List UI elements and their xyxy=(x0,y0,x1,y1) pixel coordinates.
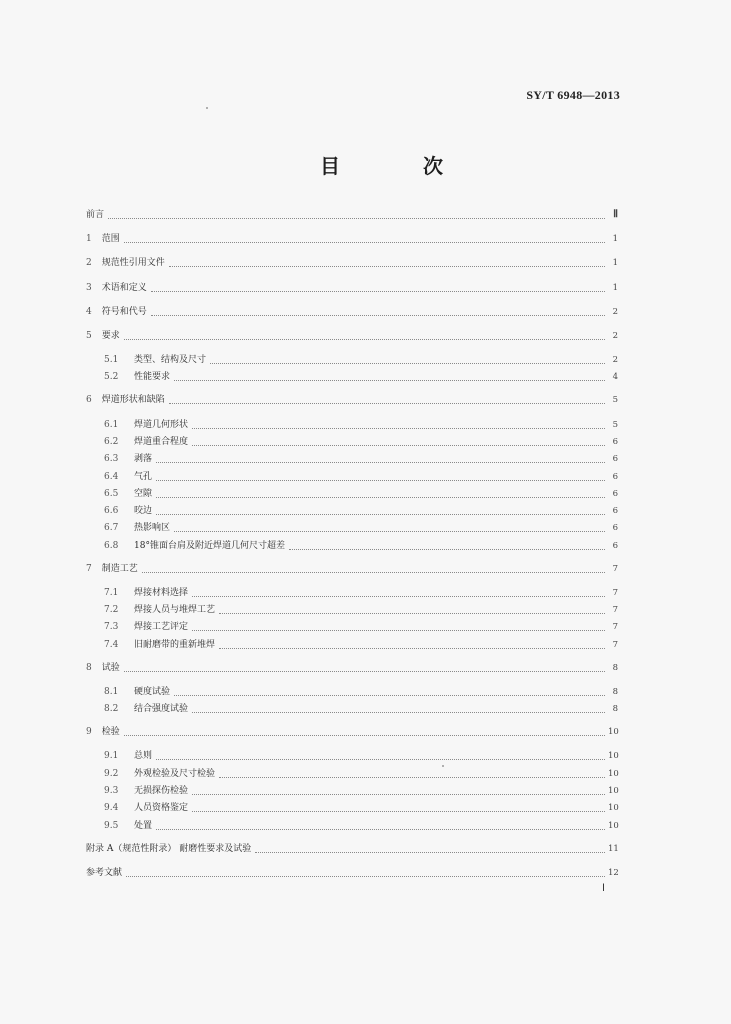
toc-entry-number: 6.5 xyxy=(104,488,119,499)
toc-entry-page: 7 xyxy=(612,605,618,616)
table-of-contents xyxy=(86,209,618,891)
dot-leader xyxy=(124,670,605,672)
toc-entry[interactable] xyxy=(86,604,618,616)
toc-entry-title: 焊道重合程度 xyxy=(134,436,189,447)
toc-entry-number: 6.6 xyxy=(104,506,119,517)
dot-leader xyxy=(289,548,605,550)
toc-entry-title: 符号和代号 xyxy=(101,306,147,317)
toc-entry[interactable] xyxy=(86,820,618,832)
toc-entry-page: 6 xyxy=(612,506,618,517)
toc-entry[interactable] xyxy=(86,371,618,383)
scan-speck xyxy=(206,107,208,109)
toc-entry-page: 6 xyxy=(612,540,618,551)
toc-entry-number: 1 xyxy=(86,234,92,245)
dot-leader xyxy=(156,758,605,760)
toc-entry[interactable] xyxy=(86,768,618,780)
dot-leader xyxy=(169,402,605,404)
toc-entry-number: 9.3 xyxy=(104,786,119,797)
toc-entry[interactable] xyxy=(86,233,618,245)
toc-entry-page: 8 xyxy=(612,704,618,715)
toc-entry-title: 要求 xyxy=(101,330,120,341)
toc-entry-title: 气孔 xyxy=(134,471,153,482)
toc-entry[interactable] xyxy=(86,505,618,517)
toc-entry[interactable] xyxy=(86,257,618,269)
toc-entry-page: 2 xyxy=(612,330,618,341)
toc-entry[interactable] xyxy=(86,209,618,221)
toc-entry[interactable] xyxy=(86,540,618,552)
toc-entry-title: 硬度试验 xyxy=(134,686,171,697)
toc-entry[interactable] xyxy=(86,639,618,651)
toc-entry-title: 外观检验及尺寸检验 xyxy=(134,768,216,779)
toc-entry-title: 附录 A（规范性附录） 耐磨性要求及试验 xyxy=(86,843,252,854)
toc-entry-title: 参考文献 xyxy=(86,867,123,878)
toc-entry[interactable] xyxy=(86,394,618,406)
toc-entry-page: 10 xyxy=(608,820,619,831)
toc-entry-page: 6 xyxy=(612,488,618,499)
toc-entry-title: 术语和定义 xyxy=(101,282,147,293)
toc-entry-title: 空隙 xyxy=(134,488,153,499)
toc-entry-page: 1 xyxy=(612,282,618,293)
toc-entry-number: 6 xyxy=(86,395,92,406)
dot-leader xyxy=(192,793,605,795)
toc-entry-number: 7.3 xyxy=(104,622,119,633)
toc-entry[interactable] xyxy=(86,563,618,575)
toc-entry-page: 1 xyxy=(612,258,618,269)
dot-leader xyxy=(192,427,605,429)
dot-leader xyxy=(126,875,605,877)
toc-entry-page: 6 xyxy=(612,523,618,534)
dot-leader xyxy=(124,241,605,243)
toc-entry-page: 12 xyxy=(608,867,619,878)
toc-entry[interactable] xyxy=(86,282,618,294)
toc-entry-page: 5 xyxy=(612,419,618,430)
toc-entry-number: 7.2 xyxy=(104,605,119,616)
toc-entry-title: 总则 xyxy=(134,751,153,762)
toc-entry-title: 旧耐磨带的重新堆焊 xyxy=(134,639,216,650)
toc-entry-number: 2 xyxy=(86,258,92,269)
toc-entry-page: 6 xyxy=(612,436,618,447)
toc-entry-page: 4 xyxy=(612,372,618,383)
toc-entry-number: 7.1 xyxy=(104,587,119,598)
toc-entry-number: 7.4 xyxy=(104,639,119,650)
dot-leader xyxy=(169,265,605,267)
toc-entry-title: 处置 xyxy=(134,820,153,831)
toc-entry-page: 7 xyxy=(612,639,618,650)
toc-entry-title: 焊接工艺评定 xyxy=(134,622,189,633)
dot-leader xyxy=(192,444,605,446)
dot-leader xyxy=(192,629,605,631)
toc-entry-page: 11 xyxy=(608,843,619,854)
scan-speck xyxy=(442,765,444,767)
toc-entry-page: 5 xyxy=(612,395,618,406)
page-number: Ⅰ xyxy=(602,883,605,894)
toc-entry[interactable] xyxy=(86,621,618,633)
dot-leader xyxy=(156,513,605,515)
toc-entry-number: 9.2 xyxy=(104,768,119,779)
toc-entry[interactable] xyxy=(86,436,618,448)
toc-entry-number: 6.8 xyxy=(104,540,119,551)
toc-entry-title: 焊道形状和缺陷 xyxy=(101,395,165,406)
dot-leader xyxy=(210,362,605,364)
toc-entry[interactable] xyxy=(86,419,618,431)
toc-entry-page: 7 xyxy=(612,587,618,598)
toc-entry[interactable] xyxy=(86,488,618,500)
toc-entry-page: 10 xyxy=(608,751,619,762)
dot-leader xyxy=(124,734,605,736)
standard-code: SY/T 6948—2013 xyxy=(526,88,620,102)
dot-leader xyxy=(156,496,605,498)
dot-leader xyxy=(142,571,605,573)
toc-entry-title: 焊道几何形状 xyxy=(134,419,189,430)
dot-leader xyxy=(156,479,605,481)
toc-entry-number: 8.1 xyxy=(104,686,119,697)
toc-entry-page: 8 xyxy=(612,662,618,673)
toc-entry-number: 6.3 xyxy=(104,454,119,465)
toc-entry-title: 范围 xyxy=(101,234,120,245)
toc-entry-title: 剥落 xyxy=(134,454,153,465)
toc-entry-page: 2 xyxy=(612,306,618,317)
toc-entry-number: 9.1 xyxy=(104,751,119,762)
toc-entry-title: 前言 xyxy=(86,210,105,220)
toc-entry-title: 咬边 xyxy=(134,506,153,517)
dot-leader xyxy=(219,612,605,614)
toc-entry-page: 10 xyxy=(608,768,619,779)
dot-leader xyxy=(124,338,605,340)
dot-leader xyxy=(108,217,605,219)
toc-entry-page: 1 xyxy=(612,234,618,245)
toc-entry[interactable] xyxy=(86,330,618,342)
toc-entry-page: 8 xyxy=(612,686,618,697)
toc-entry-number: 9 xyxy=(86,727,92,738)
dot-leader xyxy=(192,595,605,597)
toc-entry-page: 7 xyxy=(612,622,618,633)
toc-entry-number: 6.1 xyxy=(104,419,119,430)
toc-entry[interactable] xyxy=(86,802,618,814)
dot-leader xyxy=(156,828,605,830)
toc-entry-title: 结合强度试验 xyxy=(134,704,189,715)
toc-entry[interactable] xyxy=(86,726,618,738)
page-title: 目 次 xyxy=(320,154,481,178)
toc-entry[interactable] xyxy=(86,703,618,715)
toc-entry-page: 10 xyxy=(608,803,619,814)
toc-entry[interactable] xyxy=(86,471,618,483)
toc-entry-title: 热影响区 xyxy=(134,523,171,534)
toc-entry[interactable] xyxy=(86,453,618,465)
toc-entry-title: 试验 xyxy=(101,662,120,673)
toc-entry-page: 10 xyxy=(608,727,619,738)
toc-entry-number: 5.2 xyxy=(104,372,119,383)
toc-entry[interactable] xyxy=(86,587,618,599)
toc-entry[interactable] xyxy=(86,354,618,366)
toc-entry[interactable] xyxy=(86,750,618,762)
toc-entry-title: 性能要求 xyxy=(134,372,171,383)
toc-entry-title: 规范性引用文件 xyxy=(101,258,165,269)
toc-entry[interactable] xyxy=(86,867,618,879)
dot-leader xyxy=(192,810,605,812)
toc-entry-title: 检验 xyxy=(101,727,120,738)
toc-entry-page: 6 xyxy=(612,454,618,465)
toc-entry-number: 6.2 xyxy=(104,436,119,447)
toc-entry[interactable] xyxy=(86,522,618,534)
toc-entry-page: 6 xyxy=(612,471,618,482)
toc-entry-number: 9.4 xyxy=(104,803,119,814)
dot-leader xyxy=(192,711,605,713)
toc-entry-title: 人员资格鉴定 xyxy=(134,803,189,814)
toc-entry[interactable] xyxy=(86,843,618,855)
toc-entry-title: 无损探伤检验 xyxy=(134,786,189,797)
dot-leader xyxy=(174,530,605,532)
toc-entry-number: 7 xyxy=(86,563,92,574)
toc-entry-number: 6.7 xyxy=(104,523,119,534)
toc-entry-page: 2 xyxy=(612,355,618,366)
toc-entry-number: 5 xyxy=(86,330,92,341)
toc-entry-number: 9.5 xyxy=(104,820,119,831)
toc-entry[interactable] xyxy=(86,686,618,698)
toc-entry-number: 5.1 xyxy=(104,355,119,366)
toc-entry-number: 4 xyxy=(86,306,92,317)
dot-leader xyxy=(174,379,605,381)
toc-entry[interactable] xyxy=(86,306,618,318)
dot-leader xyxy=(151,314,605,316)
toc-entry[interactable] xyxy=(86,785,618,797)
dot-leader xyxy=(156,461,605,463)
dot-leader xyxy=(174,694,605,696)
toc-entry-title: 18°锥面台肩及附近焊道几何尺寸超差 xyxy=(134,540,285,551)
toc-entry-page: 10 xyxy=(608,786,619,797)
toc-entry-number: 6.4 xyxy=(104,471,119,482)
toc-entry-title: 制造工艺 xyxy=(101,563,138,574)
toc-entry-title: 类型、结构及尺寸 xyxy=(134,355,207,366)
toc-entry-number: 3 xyxy=(86,282,92,293)
toc-entry-title: 焊接人员与堆焊工艺 xyxy=(134,605,216,616)
toc-entry-number: 8.2 xyxy=(104,704,119,715)
toc-entry-page: Ⅱ xyxy=(613,209,618,220)
toc-entry-title: 焊接材料选择 xyxy=(134,587,189,598)
toc-entry-page: 7 xyxy=(612,563,618,574)
dot-leader xyxy=(151,290,605,292)
dot-leader xyxy=(219,776,605,778)
dot-leader xyxy=(255,851,605,853)
toc-entry[interactable] xyxy=(86,662,618,674)
toc-entry-number: 8 xyxy=(86,662,92,673)
dot-leader xyxy=(219,647,605,649)
